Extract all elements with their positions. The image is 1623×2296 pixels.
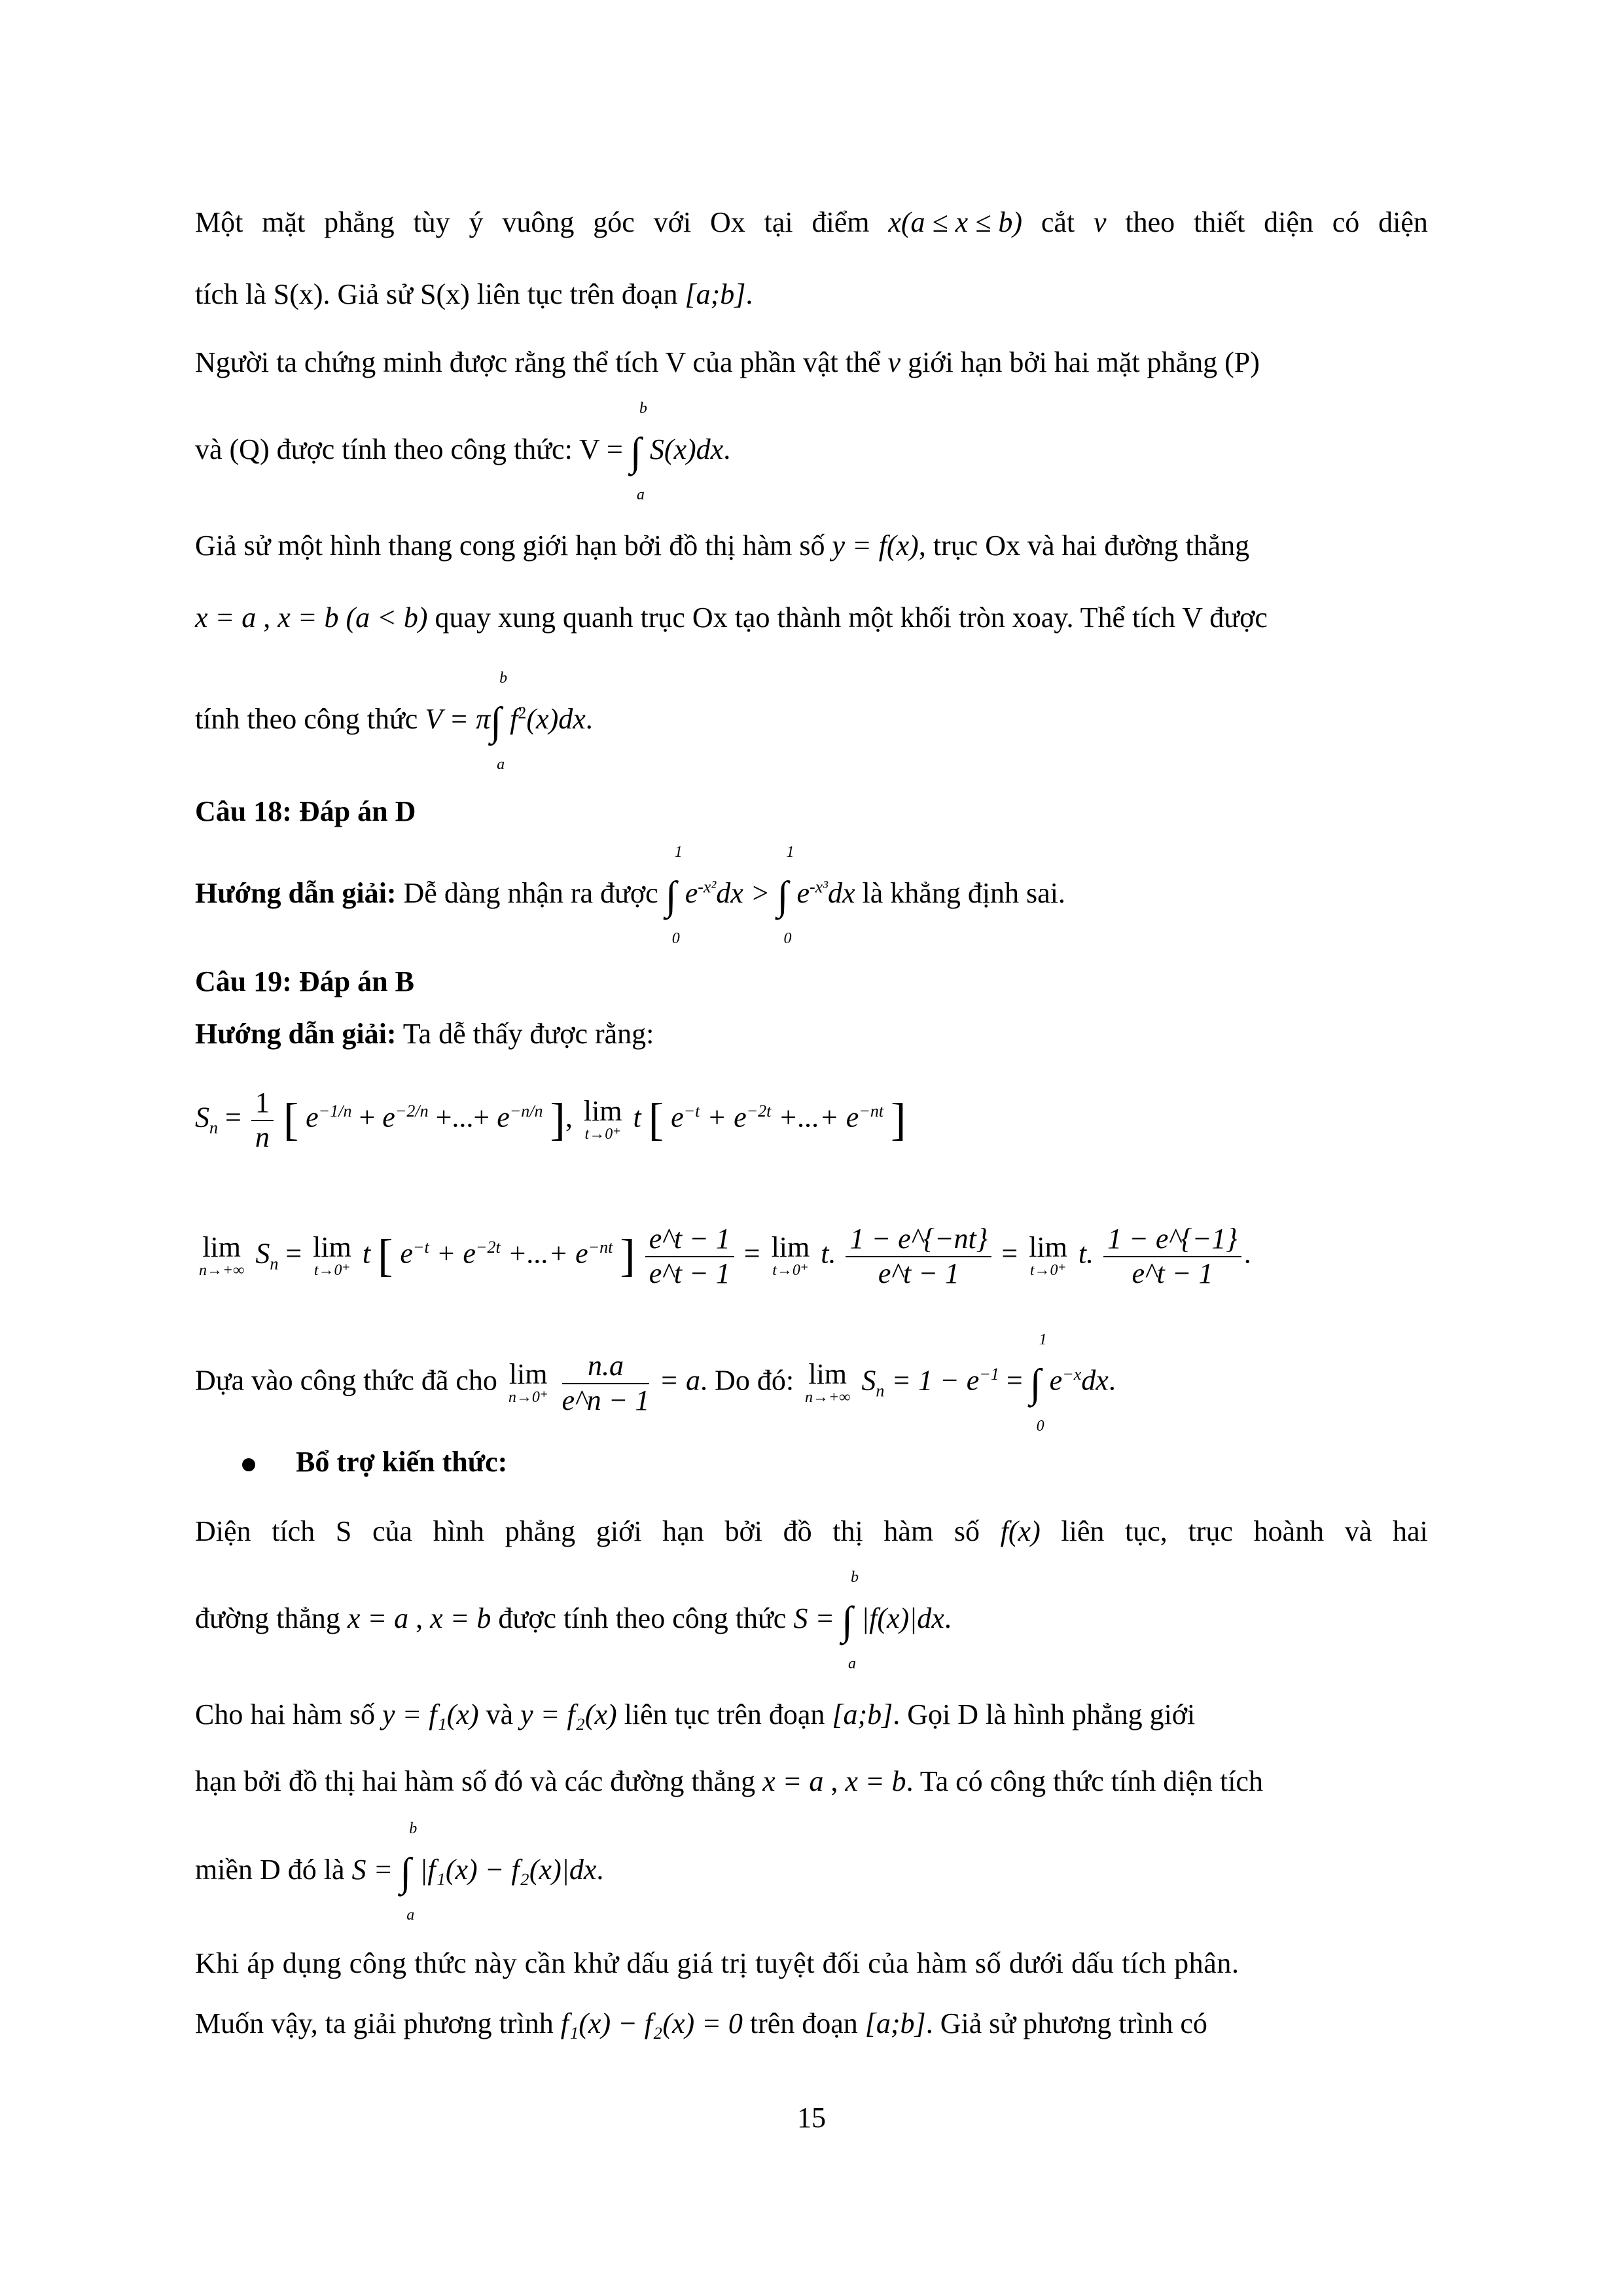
text: . — [585, 703, 593, 736]
support-p2-line3 — [195, 1820, 1428, 1924]
limit — [508, 1360, 548, 1406]
fraction — [645, 1223, 734, 1290]
close-bracket: ] — [891, 1094, 906, 1145]
upper-bound: b — [851, 1569, 859, 1586]
upper-bound: b — [409, 1820, 418, 1837]
math-expr: f₁(x) − f₂(x) = 0 — [560, 2007, 743, 2039]
math-op: +...+ — [435, 1101, 490, 1134]
math-expr: = 1 − e — [891, 1364, 980, 1397]
page-number: 15 — [797, 2102, 826, 2134]
exp-den: n — [343, 1102, 352, 1121]
q19-conclusion — [195, 1331, 1428, 1435]
integrand: (x)dx — [526, 703, 586, 736]
math-expr: dx — [1081, 1364, 1109, 1397]
math-base: e — [685, 877, 698, 910]
text: Giả sử một hình thang cong giới hạn bởi đồ thị hàm số — [195, 529, 825, 562]
lim-sn-formula — [195, 1223, 1428, 1290]
q18-line — [195, 844, 1428, 947]
text: . — [1108, 1364, 1116, 1397]
text: quay xung quanh trục Ox tạo thành một khối tròn xoay. Thể tích V được — [435, 601, 1268, 634]
open-bracket: [ — [378, 1230, 393, 1282]
subscript: n — [270, 1254, 279, 1274]
math-nu: ν — [1094, 206, 1107, 238]
close-bracket: ] — [620, 1230, 635, 1282]
word: góc — [593, 206, 635, 238]
lower-bound: 0 — [783, 930, 792, 947]
text: , — [263, 601, 271, 634]
exponent: -x² — [698, 877, 717, 897]
word: liên — [1061, 1515, 1105, 1547]
text: , — [830, 1765, 838, 1797]
word: Ox — [710, 206, 745, 238]
math-base: +...+ e — [778, 1101, 859, 1134]
math-expr: S(x) — [273, 278, 323, 310]
word: số — [349, 1698, 376, 1731]
math-lhs: V = — [579, 433, 623, 466]
math-base: t — [362, 1237, 371, 1270]
text: . — [1243, 1237, 1251, 1270]
math-nu: ν — [887, 346, 901, 378]
sn-formula — [195, 1086, 1428, 1154]
math-base: e — [1049, 1364, 1063, 1397]
math-base: S — [861, 1364, 876, 1397]
fraction — [1103, 1223, 1241, 1290]
word: giới — [596, 1515, 642, 1547]
integrand: f — [510, 703, 518, 736]
denominator: n — [255, 1121, 270, 1153]
text: Dựa vào công thức đã cho — [195, 1364, 497, 1397]
close-bracket: ] — [550, 1094, 565, 1145]
lim-sub: n→+∞ — [805, 1389, 851, 1407]
upper-bound: 1 — [786, 844, 794, 861]
math-op: = — [225, 1101, 241, 1134]
text: . Ta có công thức tính diện tích — [906, 1765, 1263, 1797]
math-expr: x = a — [347, 1602, 409, 1635]
word: và — [1344, 1515, 1372, 1547]
word: tại — [764, 206, 793, 238]
upper-bound: b — [499, 670, 508, 687]
text: hạn bởi đồ thị hai hàm số đó và các đường thẳng — [195, 1765, 756, 1797]
math-expr: x(a ≤ x ≤ b) — [888, 206, 1023, 238]
p3-line1 — [195, 531, 1428, 560]
lim-word: lim — [202, 1231, 241, 1264]
support-p1-line1 — [195, 1517, 1428, 1546]
p3-line2 — [195, 603, 1428, 632]
limit — [1029, 1233, 1067, 1279]
math-expr: S(x) — [420, 278, 470, 310]
word: tích — [272, 1515, 315, 1547]
lim-sub: t→0⁺ — [313, 1262, 351, 1280]
word: trục — [1188, 1515, 1233, 1547]
word: phẳng — [505, 1515, 576, 1547]
exponent: −x — [1062, 1365, 1082, 1384]
math-expr: x = b — [845, 1765, 906, 1797]
denominator: e^t − 1 — [649, 1257, 730, 1289]
lim-sub: n→+∞ — [199, 1262, 245, 1280]
word: ý — [469, 206, 484, 238]
lim-sub: t→0⁺ — [1029, 1262, 1067, 1280]
guide-label: Hướng dẫn giải: — [195, 1018, 397, 1050]
text: . Gọi D là hình phẳng giới — [893, 1698, 1196, 1731]
numerator: 1 − e^{−nt} — [846, 1223, 991, 1257]
support-p3-line1: Khi áp dụng công thức này cần khử dấu giá trị tuyệt đối của hàm số dưới dấu tích phân. — [195, 1947, 1240, 1979]
word: diện — [1264, 206, 1313, 238]
exponent: −t — [412, 1238, 429, 1257]
word: theo — [1125, 206, 1175, 238]
p3-line3 — [195, 670, 1428, 773]
text: , — [565, 1101, 573, 1134]
p1-line2 — [195, 280, 1428, 309]
math-base: e — [400, 1237, 413, 1270]
exponent: −2t — [475, 1238, 501, 1257]
text: liên tục trên đoạn — [476, 278, 678, 310]
text: là khẳng định sai. — [862, 877, 1065, 910]
math-expr: y = f(x) — [832, 529, 919, 562]
word: Cho — [195, 1698, 243, 1731]
lim-word: lim — [771, 1231, 810, 1264]
math-base: S — [255, 1237, 270, 1270]
fraction — [846, 1223, 991, 1290]
lim-word: lim — [583, 1095, 622, 1128]
exponent: −t — [683, 1102, 700, 1121]
exp-num: −2 — [395, 1102, 416, 1121]
lim-sub: n→0⁺ — [508, 1389, 548, 1407]
math-lhs: V = π — [425, 703, 491, 736]
integrand: |f(x)|dx — [861, 1602, 944, 1635]
limit — [805, 1360, 850, 1406]
math-base: e — [497, 1101, 510, 1134]
exponent: 2 — [518, 703, 527, 723]
math-expr: dx > — [716, 877, 770, 910]
numerator: 1 — [251, 1086, 274, 1121]
integral-sign: ∫ b a — [490, 670, 508, 773]
word: hàm — [293, 1698, 342, 1731]
word: phẳng — [324, 206, 395, 238]
text: đường thẳng — [195, 1602, 340, 1635]
numerator: n.a — [562, 1350, 650, 1384]
subscript: n — [209, 1118, 218, 1138]
subscript: n — [876, 1381, 885, 1401]
fraction — [562, 1350, 650, 1417]
word: mặt — [262, 206, 306, 238]
text: liên tục trên đoạn — [624, 1698, 825, 1731]
math-lhs: S = — [793, 1602, 835, 1635]
word: hoành — [1253, 1515, 1325, 1547]
limit — [772, 1233, 810, 1279]
math-base: + e — [436, 1237, 476, 1270]
q19-title: Câu 19: Đáp án B — [195, 965, 414, 997]
integrand: S(x)dx — [649, 433, 724, 466]
bullet-icon — [242, 1458, 255, 1471]
support-p2-line2 — [195, 1767, 1428, 1796]
integral-sign: ∫ b a — [842, 1569, 859, 1672]
exponent: −1 — [979, 1365, 999, 1384]
upper-bound: 1 — [1039, 1331, 1047, 1348]
text: và — [486, 1698, 514, 1731]
text: tích là — [195, 278, 266, 310]
exponent: −1/n — [318, 1102, 352, 1121]
math-expr: x = b — [430, 1602, 491, 1635]
word: bởi — [724, 1515, 762, 1547]
word: cắt — [1041, 206, 1075, 238]
word: vuông — [502, 206, 575, 238]
exp-num: −n — [509, 1102, 530, 1121]
word: của — [372, 1515, 413, 1547]
text: . — [596, 1854, 604, 1886]
word: hàm — [883, 1515, 934, 1547]
lim-sub: t→0⁺ — [772, 1262, 809, 1280]
word: diện — [1378, 206, 1428, 238]
text: . — [944, 1602, 952, 1635]
math-expr: dx — [828, 877, 855, 910]
math-base: e — [796, 877, 810, 910]
text: . — [723, 433, 731, 466]
support-title: Bổ trợ kiến thức: — [296, 1446, 508, 1478]
word: hai — [250, 1698, 286, 1731]
lower-bound: a — [406, 1907, 415, 1924]
exponent: −n/n — [509, 1102, 543, 1121]
word: tục, — [1125, 1515, 1168, 1547]
lower-bound: 0 — [671, 930, 680, 947]
lower-bound: a — [848, 1655, 857, 1672]
text: . Giả sử phương trình có — [925, 2007, 1207, 2039]
word: hạn — [662, 1515, 704, 1547]
open-bracket: [ — [283, 1094, 299, 1145]
text: Ta dễ thấy được rằng: — [402, 1018, 654, 1050]
math-base: e — [306, 1101, 319, 1134]
text: trên đoạn — [749, 2007, 858, 2039]
math-op: = — [1001, 1237, 1018, 1270]
integral-sign: ∫ 1 0 — [777, 844, 794, 947]
text: Người ta chứng minh được rằng thể tích V của phần vật thể — [195, 346, 881, 378]
exp-num: −1 — [318, 1102, 339, 1121]
open-bracket: [ — [648, 1094, 664, 1145]
math-op: = — [285, 1237, 302, 1270]
math-expr: y = f₂(x) — [520, 1698, 617, 1731]
text: . — [745, 278, 753, 310]
denominator: e^n − 1 — [562, 1384, 650, 1416]
math-base: e — [671, 1101, 684, 1134]
text: . Giả sử — [323, 278, 414, 310]
math-expr: x = a — [762, 1765, 824, 1797]
upper-bound: 1 — [674, 844, 683, 861]
exp-den: n — [534, 1102, 543, 1121]
word: với — [653, 206, 692, 238]
text: Muốn vậy, ta giải phương trình — [195, 2007, 554, 2039]
math-base: +...+ e — [507, 1237, 588, 1270]
word: thiết — [1194, 206, 1245, 238]
support-p1-line2 — [195, 1569, 1428, 1672]
math-base: + e — [707, 1101, 747, 1134]
text: , trục Ox và hai đường thẳng — [918, 529, 1250, 562]
fraction — [251, 1086, 274, 1154]
math-base: t. — [821, 1237, 836, 1270]
text: giới hạn bởi hai mặt phẳng (P) — [908, 346, 1260, 378]
word: thị — [832, 1515, 863, 1547]
lower-bound: 0 — [1036, 1417, 1044, 1435]
math-expr: [a;b] — [865, 2007, 926, 2039]
denominator: e^t − 1 — [1132, 1257, 1213, 1289]
text: miền D đó là — [195, 1854, 345, 1886]
word: Một — [195, 206, 243, 238]
math-op: = — [743, 1237, 760, 1270]
math-base: t. — [1078, 1237, 1094, 1270]
text: . Do đó: — [700, 1364, 794, 1397]
limit — [584, 1097, 622, 1143]
word: số — [954, 1515, 980, 1547]
lower-bound: a — [497, 756, 505, 773]
math-expr: x = a — [195, 601, 257, 634]
exponent: −2t — [746, 1102, 772, 1121]
text: Dễ dàng nhận ra được — [403, 877, 658, 910]
numerator: e^t − 1 — [645, 1223, 734, 1257]
exp-den: n — [419, 1102, 429, 1121]
word: đồ — [783, 1515, 812, 1547]
denominator: e^t − 1 — [878, 1257, 959, 1289]
math-expr: [a;b] — [685, 278, 746, 310]
q19-guide — [195, 1020, 1428, 1049]
math-expr: f(x) — [1000, 1515, 1041, 1547]
lower-bound: a — [636, 486, 645, 503]
lim-word: lim — [508, 1358, 548, 1391]
q18-title: Câu 18: Đáp án D — [195, 795, 416, 827]
p2-line2 — [195, 400, 1428, 503]
limit — [199, 1233, 244, 1279]
math-base: S — [195, 1101, 209, 1134]
word: điểm — [812, 206, 870, 238]
math-lhs: S = — [351, 1854, 393, 1886]
support-p3-line2 — [195, 2009, 1428, 2038]
text: được tính theo công thức — [498, 1602, 787, 1635]
math-expr: [a;b] — [832, 1698, 893, 1731]
word: có — [1332, 206, 1360, 238]
text: , — [416, 1602, 423, 1635]
text: tính theo công thức — [195, 703, 418, 736]
limit — [313, 1233, 351, 1279]
exponent: −nt — [588, 1238, 613, 1257]
lim-word: lim — [1029, 1231, 1067, 1264]
word: Diện — [195, 1515, 251, 1547]
math-op: = — [1006, 1364, 1023, 1397]
math-expr: = a — [659, 1364, 701, 1397]
upper-bound: b — [639, 400, 647, 417]
word: hai — [1392, 1515, 1428, 1547]
p2-line1 — [195, 348, 1428, 377]
integral-sign: ∫ 1 0 — [665, 844, 683, 947]
exponent: −2/n — [395, 1102, 429, 1121]
lim-sub: t→0⁺ — [584, 1126, 621, 1143]
integral-sign: ∫ b a — [400, 1820, 418, 1924]
exponent: -x³ — [810, 877, 829, 897]
math-op: + — [359, 1101, 376, 1134]
numerator: 1 − e^{−1} — [1103, 1223, 1241, 1257]
lim-word: lim — [808, 1358, 847, 1391]
word: S — [335, 1515, 352, 1547]
word: tùy — [413, 206, 450, 238]
guide-label: Hướng dẫn giải: — [195, 877, 397, 910]
math-expr: y = f₁(x) — [382, 1698, 479, 1731]
exponent: −nt — [859, 1102, 884, 1121]
integrand: |f₁(x) − f₂(x)|dx — [419, 1854, 597, 1886]
math-base: e — [382, 1101, 395, 1134]
integral-sign: ∫ 1 0 — [1029, 1331, 1047, 1435]
word: hình — [433, 1515, 484, 1547]
lim-word: lim — [313, 1231, 351, 1264]
math-expr: (a < b) — [346, 601, 428, 634]
math-expr: x = b — [277, 601, 339, 634]
text: và (Q) được tính theo công thức: — [195, 433, 573, 466]
math-base: t — [633, 1101, 641, 1134]
support-p2-line1 — [195, 1700, 1428, 1729]
p1-line1 — [195, 208, 1428, 237]
integral-sign: ∫ b a — [630, 400, 647, 503]
